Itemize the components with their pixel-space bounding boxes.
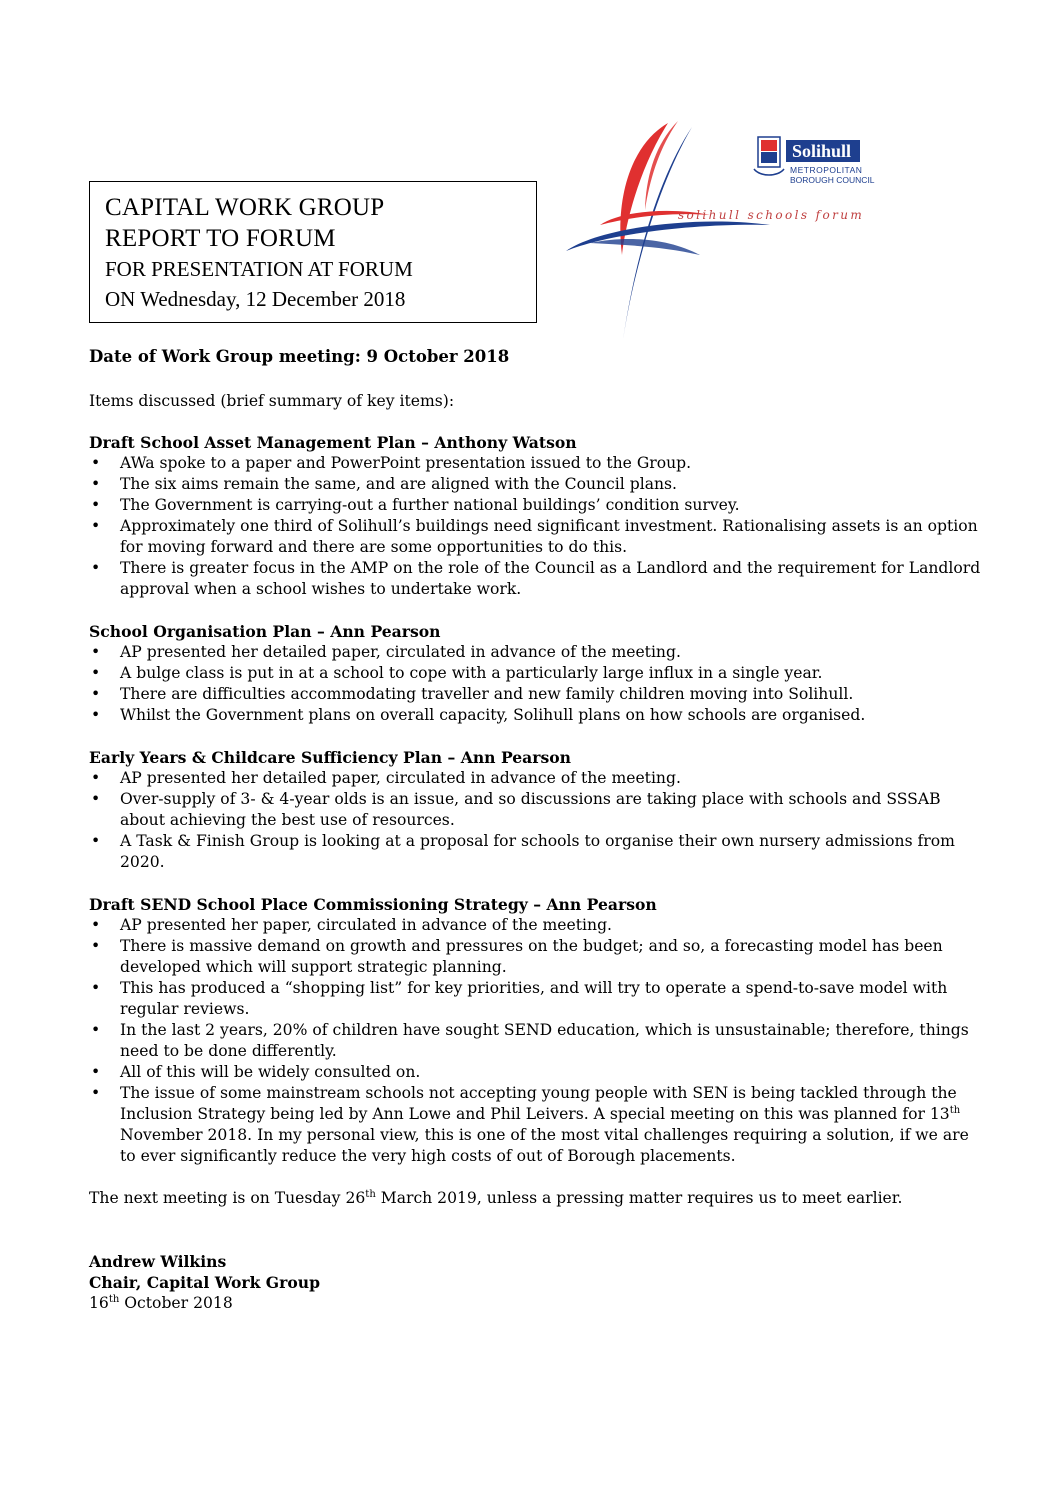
bullet-text: The issue of some mainstream schools not accepting young people with SEN is being tackled through the Inclusion Strategy being led by Ann Lowe and Phil Leivers. A special meeting on this was planned for 13 bbox=[120, 1084, 957, 1123]
council-sub-2: BOROUGH COUNCIL bbox=[790, 175, 875, 185]
bullet-text: November 2018. In my personal view, this is one of the most vital challenges requiring a solution, if we are to ever significantly reduce the very high costs of out of Borough placements. bbox=[120, 1126, 969, 1165]
section-bullets bbox=[89, 768, 989, 873]
ordinal-suffix: th bbox=[108, 1293, 120, 1305]
bullet-item: • In the last 2 years, 20% of children have sought SEND education, which is unsustainable; therefore, things need to be done differently. bbox=[89, 1020, 989, 1062]
section-heading: Draft SEND School Place Commissioning Strategy – Ann Pearson bbox=[89, 895, 657, 914]
title-line-1: CAPITAL WORK GROUP bbox=[105, 194, 385, 221]
council-name: Solihull bbox=[792, 141, 852, 161]
title-line-3: FOR PRESENTATION AT FORUM bbox=[105, 257, 413, 281]
intro-text: Items discussed (brief summary of key items): bbox=[89, 392, 455, 410]
meeting-date: Date of Work Group meeting: 9 October 2018 bbox=[89, 347, 510, 366]
forum-name: solihull schools forum bbox=[678, 208, 865, 222]
title-line-2: REPORT TO FORUM bbox=[105, 225, 336, 252]
bullet-item: • AWa spoke to a paper and PowerPoint presentation issued to the Group. bbox=[89, 453, 989, 474]
bullet-item: • This has produced a “shopping list” for key priorities, and will try to operate a spend-to-save model with regular reviews. bbox=[89, 978, 989, 1020]
bullet-item: • Whilst the Government plans on overall capacity, Solihull plans on how schools are organised. bbox=[89, 705, 989, 726]
logo-red-swoosh bbox=[620, 123, 668, 255]
ordinal-suffix: th bbox=[949, 1104, 961, 1116]
next-meeting-text bbox=[89, 1188, 989, 1209]
council-sub-1: METROPOLITAN bbox=[790, 165, 863, 175]
bullet-item: • The six aims remain the same, and are aligned with the Council plans. bbox=[89, 474, 989, 495]
title-line-4: ON Wednesday, 12 December 2018 bbox=[105, 287, 406, 311]
section-bullets bbox=[89, 642, 989, 726]
signature-date bbox=[89, 1293, 989, 1314]
report-title-box bbox=[89, 181, 537, 323]
ordinal-suffix: th bbox=[365, 1188, 376, 1200]
report-body bbox=[89, 346, 989, 1314]
bullet-item: • All of this will be widely consulted on. bbox=[89, 1062, 989, 1083]
section-heading: School Organisation Plan – Ann Pearson bbox=[89, 622, 441, 641]
section-heading: Early Years & Childcare Sufficiency Plan – Ann Pearson bbox=[89, 748, 572, 767]
bullet-item: • AP presented her paper, circulated in advance of the meeting. bbox=[89, 915, 989, 936]
bullet-item: • There is greater focus in the AMP on the role of the Council as a Landlord and the requirement for Landlord approval when a school wishes to undertake work. bbox=[89, 558, 989, 600]
bullet-item: • There is massive demand on growth and pressures on the budget; and so, a forecasting model has been developed which will support strategic planning. bbox=[89, 936, 989, 978]
council-crest-icon bbox=[754, 137, 784, 175]
next-meeting-after: March 2019, unless a pressing matter requires us to meet earlier. bbox=[375, 1189, 903, 1207]
section-heading: Draft School Asset Management Plan – Anthony Watson bbox=[89, 433, 577, 452]
bullet-item: • There are difficulties accommodating traveller and new family children moving into Solihull. bbox=[89, 684, 989, 705]
section-bullets bbox=[89, 915, 989, 1167]
solihull-schools-forum-logo bbox=[560, 115, 900, 350]
bullet-item: • Approximately one third of Solihull’s buildings need significant investment. Rationalising assets is an option for moving forward and there are some opportunities to do this. bbox=[89, 516, 989, 558]
next-meeting-before: The next meeting is on Tuesday 26 bbox=[89, 1189, 366, 1207]
date-rest: October 2018 bbox=[119, 1294, 233, 1312]
bullet-item: • Over-supply of 3- & 4-year olds is an issue, and so discussions are taking place with schools and SSSAB about achieving the best use of resources. bbox=[89, 789, 989, 831]
bullet-item bbox=[89, 1083, 989, 1167]
date-day: 16 bbox=[89, 1294, 109, 1312]
signatory-name: Andrew Wilkins bbox=[89, 1252, 227, 1271]
bullet-item: • A Task & Finish Group is looking at a proposal for schools to organise their own nursery admissions from 2020. bbox=[89, 831, 989, 873]
signatory-role: Chair, Capital Work Group bbox=[89, 1273, 320, 1292]
bullet-item: • A bulge class is put in at a school to cope with a particularly large influx in a single year. bbox=[89, 663, 989, 684]
bullet-item: • AP presented her detailed paper, circulated in advance of the meeting. bbox=[89, 642, 989, 663]
bullet-item: • The Government is carrying-out a further national buildings’ condition survey. bbox=[89, 495, 989, 516]
bullet-item: • AP presented her detailed paper, circulated in advance of the meeting. bbox=[89, 768, 989, 789]
section-bullets bbox=[89, 453, 989, 600]
